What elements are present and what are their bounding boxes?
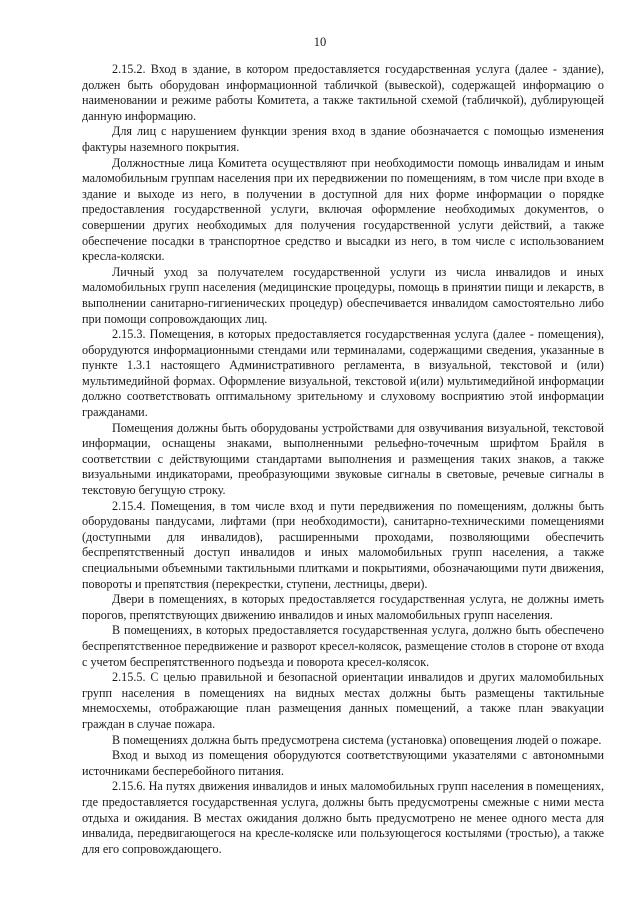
paragraph-wheelchair-movement: В помещениях, в которых предоставляется государственная услуга, должно быть обеспечено беспрепятственное передвижение и разворот кресел-колясок, размещение столов в стороне от входа с учетом беспрепятственного подъезда и поворота кресел-колясок. [82, 623, 604, 669]
paragraph-staff-assistance: Должностные лица Комитета осуществляют при необходимости помощь инвалидам и иным маломобильным группам населения при их передвижении по помещениям, в том числе при входе в здание и выходе из него, в получении в доступной для них форме информации о порядке предоставления государственной услуги, включая оформление необходимых документов, о совершении других необходимых для получения государственной услуги действий, а также обеспечение посадки в транспортное средство и высадки из него, в том числе с использованием кресла-коляски. [82, 155, 604, 264]
paragraph-2-15-6: 2.15.6. На путях движения инвалидов и иных маломобильных групп населения в помещениях, где предоставляется государственная услуга, должны быть предусмотрены смежные с ними места отдыха и ожидания. В местах ожидания должно быть предусмотрено не менее одного места для инвалида, передвигающегося на кресле-коляске или пользующегося костылями (тростью), а также для его сопровождающего. [82, 779, 604, 856]
paragraph-2-15-4: 2.15.4. Помещения, в том числе вход и пути передвижения по помещениям, должны быть оборудованы пандусами, лифтами (при необходимости), санитарно-техническими помещениями (доступными для инвалидов), расширенными проходами, позволяющими обеспечить беспрепятственный доступ инвалидов и иных маломобильных групп населения, а также специальными объемными тактильными плитками и покрытиями, обозначающими пути движения, повороты и препятствия (перекрестки, ступени, лестницы, двери). [82, 498, 604, 591]
document-body [82, 62, 604, 857]
paragraph-2-15-2: 2.15.2. Вход в здание, в котором предоставляется государственная услуга (далее - здание), должен быть оборудован информационной табличкой (вывеской), содержащей информацию о наименовании и режиме работы Комитета, а также тактильной схемой (табличкой), дублирующей данную информацию. [82, 62, 604, 123]
paragraph-doors: Двери в помещениях, в которых предоставляется государственная услуга, не должны иметь порогов, препятствующих движению инвалидов и иных маломобильных групп населения. [82, 592, 604, 622]
paragraph-voice-devices: Помещения должны быть оборудованы устройствами для озвучивания визуальной, текстовой информации, оснащены знаками, выполненными рельефно-точечным шрифтом Брайля в соответствии с действующими стандартами выполнения и размещения таких знаков, а также визуальными индикаторами, преобразующими звуковые сигналы в световые, речевые сигналы в текстовую бегущую строку. [82, 420, 604, 498]
paragraph-2-15-5: 2.15.5. С целью правильной и безопасной ориентации инвалидов и других маломобильных групп населения в помещениях на видных местах должны быть размещены тактильные мнемосхемы, отображающие план размещения данных помещений, а также план эвакуации граждан в случае пожара. [82, 670, 604, 731]
page-number: 10 [313, 35, 327, 49]
paragraph-personal-care: Личный уход за получателем государственной услуги из числа инвалидов и иных маломобильных групп населения (медицинские процедуры, помощь в принятии пищи и лекарств, в выполнении санитарно-гигиенических процедур) обеспечивается инвалидом самостоятельно либо при помощи сопровождающих лиц. [82, 264, 604, 326]
paragraph-exit-signs: Вход и выход из помещения оборудуются соответствующими указателями с автономными источниками бесперебойного питания. [82, 748, 604, 778]
paragraph-vision-impairment: Для лиц с нарушением функции зрения вход в здание обозначается с помощью изменения фактуры наземного покрытия. [82, 124, 604, 154]
paragraph-2-15-3: 2.15.3. Помещения, в которых предоставляется государственная услуга (далее - помещения), оборудуются информационными стендами или терминалами, содержащими сведения, указанные в пункте 1.3.1 настоящего Административного регламента, в визуальной, текстовой и (или) мультимедийной формах. Оформление визуальной, текстовой и(или) мультимедийной информации должно соответствовать оптимальному зрительному и слуховому восприятию этой информации гражданами. [82, 327, 604, 420]
paragraph-fire-alarm: В помещениях должна быть предусмотрена система (установка) оповещения людей о пожаре. [112, 732, 602, 747]
